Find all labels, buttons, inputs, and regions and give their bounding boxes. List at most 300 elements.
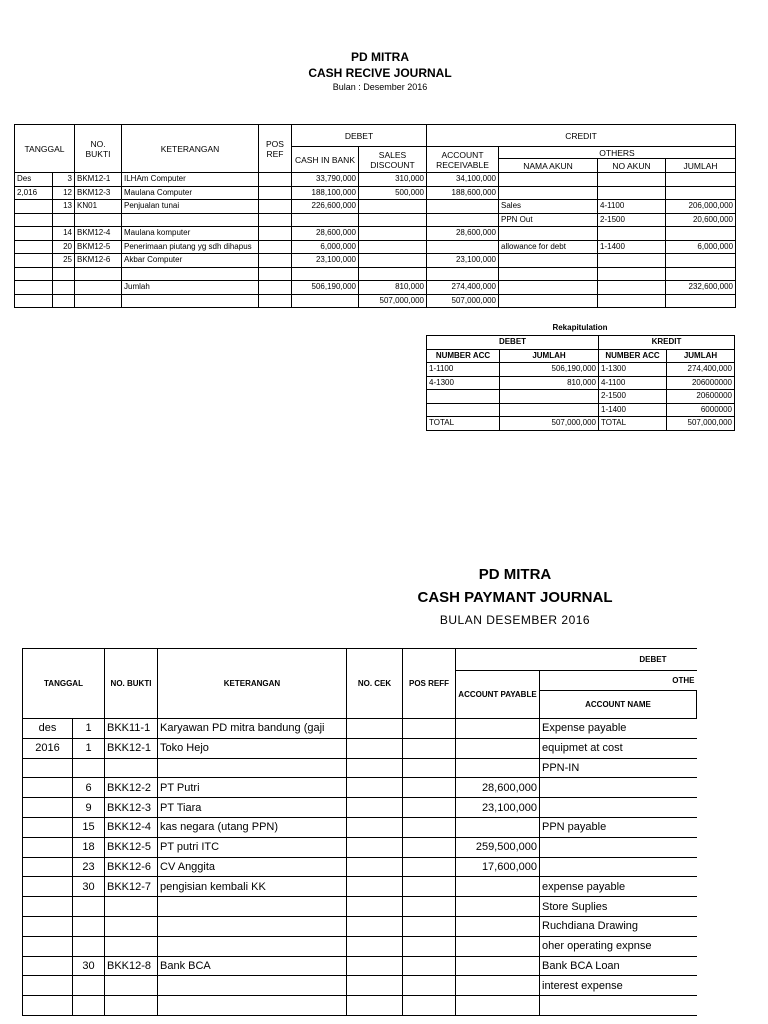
table-cell (23, 916, 73, 936)
table-cell (598, 294, 666, 308)
table-cell (158, 897, 347, 917)
table-cell (23, 936, 73, 956)
table-cell: BKK12-3 (105, 798, 158, 818)
table-cell (347, 956, 403, 976)
table-cell: 28,600,000 (456, 778, 540, 798)
table-cell (499, 173, 598, 187)
table-cell (105, 897, 158, 917)
table-cell (499, 281, 598, 295)
table-cell: 23,100,000 (456, 798, 540, 818)
table-cell (403, 778, 456, 798)
pay-header-account-name: ACCOUNT NAME (540, 691, 697, 719)
payment-company-name: PD MITRA (478, 566, 552, 583)
table-cell (427, 240, 499, 254)
rekapitulation-table (426, 335, 735, 431)
table-cell: 6 (73, 778, 105, 798)
payment-journal-row (23, 976, 697, 996)
table-cell: PT putri ITC (158, 837, 347, 857)
table-cell (347, 738, 403, 758)
payment-journal-row (23, 996, 697, 1016)
table-cell: Store Suplies (540, 897, 697, 917)
table-cell (53, 281, 75, 295)
rekap-header-debet: DEBET (427, 336, 599, 350)
table-cell (427, 390, 500, 404)
table-cell (23, 976, 73, 996)
table-cell: allowance for debt (499, 240, 598, 254)
table-cell: Jumlah (122, 281, 259, 295)
pay-header-no-bukti: NO. BUKTI (105, 649, 158, 719)
table-cell: 6,000,000 (292, 240, 359, 254)
table-cell (499, 267, 598, 281)
table-cell: 1 (73, 738, 105, 758)
table-cell: 506,190,000 (292, 281, 359, 295)
header-others: OTHERS (499, 147, 736, 159)
table-cell: Bank BCA (158, 956, 347, 976)
table-cell: Des (15, 173, 53, 187)
table-cell: oher operating expnse (540, 936, 697, 956)
payment-journal-row (23, 719, 697, 739)
table-cell (403, 976, 456, 996)
table-cell (456, 956, 540, 976)
table-cell: 17,600,000 (456, 857, 540, 877)
table-cell (347, 798, 403, 818)
table-cell: 13 (53, 200, 75, 214)
table-cell (456, 817, 540, 837)
table-cell: 188,100,000 (292, 186, 359, 200)
table-cell (158, 976, 347, 996)
table-cell (259, 267, 292, 281)
table-cell: 20,600,000 (666, 213, 736, 227)
receipt-journal-row (15, 240, 736, 254)
table-cell: 23,100,000 (427, 254, 499, 268)
table-cell: PT Tiara (158, 798, 347, 818)
table-cell (75, 281, 122, 295)
table-cell (540, 798, 697, 818)
table-cell (347, 758, 403, 778)
table-cell (347, 778, 403, 798)
table-cell (23, 798, 73, 818)
table-cell (53, 294, 75, 308)
table-cell: 28,600,000 (427, 227, 499, 241)
table-cell (403, 719, 456, 739)
table-cell (666, 267, 736, 281)
table-cell (403, 758, 456, 778)
table-cell (15, 267, 53, 281)
table-cell: Maulana Computer (122, 186, 259, 200)
table-cell (105, 916, 158, 936)
table-cell (259, 200, 292, 214)
table-cell: 226,600,000 (292, 200, 359, 214)
table-cell: BKK12-7 (105, 877, 158, 897)
table-cell (15, 213, 53, 227)
table-cell (359, 200, 427, 214)
table-cell: 30 (73, 956, 105, 976)
table-cell: Bank BCA Loan (540, 956, 697, 976)
table-cell: 1-1100 (427, 363, 500, 377)
table-cell (456, 877, 540, 897)
table-cell (598, 227, 666, 241)
table-cell: 310,000 (359, 173, 427, 187)
table-cell: 6000000 (667, 403, 735, 417)
table-cell (23, 996, 73, 1016)
table-cell (598, 254, 666, 268)
table-cell (259, 294, 292, 308)
payment-journal-period: BULAN DESEMBER 2016 (439, 613, 591, 627)
table-cell: 2016 (23, 738, 73, 758)
header-cash-in-bank: CASH IN BANK (292, 147, 359, 173)
table-cell: BKM12-5 (75, 240, 122, 254)
table-cell (403, 738, 456, 758)
rekap-header-kredit: KREDIT (599, 336, 735, 350)
header-account-receivable: ACCOUNT RECEIVABLE (427, 147, 499, 173)
table-cell (23, 817, 73, 837)
table-cell (359, 213, 427, 227)
table-cell (73, 758, 105, 778)
table-cell (15, 294, 53, 308)
payment-journal-row (23, 936, 697, 956)
table-cell (15, 240, 53, 254)
table-cell (598, 281, 666, 295)
table-cell: 507,000,000 (427, 294, 499, 308)
table-cell: 30 (73, 877, 105, 897)
table-cell: 4-1300 (427, 376, 500, 390)
table-cell: PPN-IN (540, 758, 697, 778)
table-cell (75, 213, 122, 227)
table-cell: 15 (73, 817, 105, 837)
table-cell: BKM12-1 (75, 173, 122, 187)
table-cell (499, 294, 598, 308)
table-cell (105, 758, 158, 778)
table-cell: equipmet at cost (540, 738, 697, 758)
payment-journal-row (23, 758, 697, 778)
table-cell: 14 (53, 227, 75, 241)
table-cell (347, 877, 403, 897)
table-cell (540, 996, 697, 1016)
receipt-journal-row (15, 254, 736, 268)
table-cell (499, 254, 598, 268)
table-cell (403, 837, 456, 857)
pay-header-others: OTHE (540, 671, 697, 691)
table-cell: BKK12-1 (105, 738, 158, 758)
table-cell: 2-1500 (599, 390, 667, 404)
table-cell: Toko Hejo (158, 738, 347, 758)
table-cell (105, 936, 158, 956)
table-cell (427, 267, 499, 281)
table-cell: 20600000 (667, 390, 735, 404)
table-cell (347, 817, 403, 837)
table-cell (15, 227, 53, 241)
receipt-company-name: PD MITRA (351, 50, 409, 64)
table-cell (456, 916, 540, 936)
table-cell (122, 213, 259, 227)
table-cell: 12 (53, 186, 75, 200)
table-cell: BKK12-8 (105, 956, 158, 976)
table-cell (292, 294, 359, 308)
receipt-journal-row (15, 281, 736, 295)
table-cell: 274,400,000 (427, 281, 499, 295)
table-cell (292, 267, 359, 281)
rekap-header-jumlah: JUMLAH (500, 349, 599, 363)
receipt-journal-row (15, 200, 736, 214)
table-cell (23, 778, 73, 798)
payment-journal-row (23, 956, 697, 976)
table-cell (259, 213, 292, 227)
table-cell: interest expense (540, 976, 697, 996)
table-cell: 810,000 (500, 376, 599, 390)
pay-header-keterangan: KETERANGAN (158, 649, 347, 719)
table-cell: 25 (53, 254, 75, 268)
table-cell: BKM12-4 (75, 227, 122, 241)
table-cell (347, 976, 403, 996)
table-cell (73, 976, 105, 996)
table-cell (403, 996, 456, 1016)
table-cell: TOTAL (599, 417, 667, 431)
table-cell: 507,000,000 (500, 417, 599, 431)
table-cell: BKK12-4 (105, 817, 158, 837)
table-cell: 3 (53, 173, 75, 187)
table-cell (540, 857, 697, 877)
table-cell: 206000000 (667, 376, 735, 390)
table-cell: BKM12-3 (75, 186, 122, 200)
table-cell: BKK12-6 (105, 857, 158, 877)
payment-journal-row (23, 916, 697, 936)
table-cell (23, 956, 73, 976)
table-cell (456, 996, 540, 1016)
receipt-journal-row (15, 186, 736, 200)
table-cell: 232,600,000 (666, 281, 736, 295)
pay-header-account-payable: ACCOUNT PAYABLE (456, 671, 540, 719)
table-cell (347, 916, 403, 936)
table-cell (403, 956, 456, 976)
table-cell: KN01 (75, 200, 122, 214)
table-cell (500, 403, 599, 417)
header-nama-akun: NAMA AKUN (499, 159, 598, 173)
table-cell (456, 976, 540, 996)
table-cell: Ruchdiana Drawing (540, 916, 697, 936)
table-cell (403, 817, 456, 837)
table-cell (158, 916, 347, 936)
payment-journal-row (23, 837, 697, 857)
table-cell (23, 837, 73, 857)
table-cell (403, 798, 456, 818)
rekapitulation-row (427, 363, 735, 377)
table-cell: PPN Out (499, 213, 598, 227)
table-cell: BKM12-6 (75, 254, 122, 268)
header-keterangan: KETERANGAN (122, 125, 259, 173)
rekapitulation-row (427, 417, 735, 431)
table-cell (598, 186, 666, 200)
table-cell (23, 758, 73, 778)
receipt-journal-row (15, 227, 736, 241)
table-cell (359, 267, 427, 281)
table-cell: 810,000 (359, 281, 427, 295)
table-cell: PPN payable (540, 817, 697, 837)
rekapitulation-row (427, 376, 735, 390)
table-cell: expense payable (540, 877, 697, 897)
table-cell: 28,600,000 (292, 227, 359, 241)
rekap-header-number-acc: NUMBER ACC (599, 349, 667, 363)
table-cell: 33,790,000 (292, 173, 359, 187)
table-cell (73, 936, 105, 956)
receipt-journal-row (15, 294, 736, 308)
table-cell: ILHAm Computer (122, 173, 259, 187)
table-cell (23, 897, 73, 917)
table-cell (158, 996, 347, 1016)
table-cell (259, 173, 292, 187)
table-cell (499, 186, 598, 200)
table-cell (347, 996, 403, 1016)
table-cell (427, 200, 499, 214)
table-cell: 18 (73, 837, 105, 857)
payment-journal-row (23, 857, 697, 877)
table-cell (403, 897, 456, 917)
header-no-bukti: NO. BUKTI (75, 125, 122, 173)
table-cell: Penjualan tunai (122, 200, 259, 214)
table-cell (456, 897, 540, 917)
table-cell: 23,100,000 (292, 254, 359, 268)
receipt-journal-row (15, 173, 736, 187)
table-cell (403, 877, 456, 897)
table-cell (259, 281, 292, 295)
payment-journal-row (23, 778, 697, 798)
table-cell (666, 227, 736, 241)
table-cell: 2-1500 (598, 213, 666, 227)
table-cell: 2,016 (15, 186, 53, 200)
table-cell: 6,000,000 (666, 240, 736, 254)
table-cell (359, 240, 427, 254)
table-cell: 206,000,000 (666, 200, 736, 214)
table-cell (427, 403, 500, 417)
table-cell: 1-1300 (599, 363, 667, 377)
payment-journal-title: CASH PAYMANT JOURNAL (417, 589, 613, 606)
table-cell (259, 186, 292, 200)
table-cell (292, 213, 359, 227)
payment-journal-row (23, 817, 697, 837)
table-cell (73, 916, 105, 936)
header-jumlah: JUMLAH (666, 159, 736, 173)
table-cell (259, 240, 292, 254)
table-cell (456, 738, 540, 758)
header-tanggal: TANGGAL (15, 125, 75, 173)
table-cell: 507,000,000 (667, 417, 735, 431)
table-cell: kas negara (utang PPN) (158, 817, 347, 837)
table-cell (259, 227, 292, 241)
table-cell (540, 778, 697, 798)
table-cell: Maulana komputer (122, 227, 259, 241)
table-cell (73, 996, 105, 1016)
table-cell: 500,000 (359, 186, 427, 200)
table-cell: 1-1400 (598, 240, 666, 254)
table-cell (53, 267, 75, 281)
table-cell (500, 390, 599, 404)
payment-journal-row (23, 877, 697, 897)
table-cell: 4-1100 (599, 376, 667, 390)
table-cell (347, 837, 403, 857)
table-cell: TOTAL (427, 417, 500, 431)
rekapitulation-title: Rekapitulation (552, 323, 608, 332)
table-cell (598, 267, 666, 281)
pay-header-tanggal: TANGGAL (23, 649, 105, 719)
receipt-journal-row (15, 267, 736, 281)
table-cell (427, 213, 499, 227)
payment-journal-row (23, 738, 697, 758)
rekap-header-jumlah: JUMLAH (667, 349, 735, 363)
table-cell: Karyawan PD mitra bandung (gaji (158, 719, 347, 739)
table-cell (75, 267, 122, 281)
table-cell: 506,190,000 (500, 363, 599, 377)
table-cell (666, 186, 736, 200)
table-cell: 23 (73, 857, 105, 877)
table-cell (499, 227, 598, 241)
table-cell (122, 294, 259, 308)
cash-receipt-journal-table (14, 124, 736, 308)
table-cell (23, 877, 73, 897)
table-cell (122, 267, 259, 281)
table-cell (73, 897, 105, 917)
table-cell: BKK12-5 (105, 837, 158, 857)
header-debet: DEBET (292, 125, 427, 147)
payment-journal-row (23, 798, 697, 818)
header-sales-discount: SALES DISCOUNT (359, 147, 427, 173)
header-no-akun: NO AKUN (598, 159, 666, 173)
table-cell (456, 936, 540, 956)
table-cell (75, 294, 122, 308)
table-cell (403, 936, 456, 956)
table-cell: Akbar Computer (122, 254, 259, 268)
table-cell (15, 281, 53, 295)
pay-header-no-cek: NO. CEK (347, 649, 403, 719)
table-cell (347, 936, 403, 956)
table-cell: 4-1100 (598, 200, 666, 214)
table-cell: pengisian kembali KK (158, 877, 347, 897)
table-cell (359, 254, 427, 268)
table-cell (666, 254, 736, 268)
table-cell: 507,000,000 (359, 294, 427, 308)
table-cell (23, 857, 73, 877)
table-cell (158, 936, 347, 956)
table-cell (105, 976, 158, 996)
header-credit: CREDIT (427, 125, 736, 147)
table-cell (53, 213, 75, 227)
receipt-journal-row (15, 213, 736, 227)
table-cell: 9 (73, 798, 105, 818)
table-cell (15, 200, 53, 214)
table-cell: Penerimaan piutang yg sdh dihapus (122, 240, 259, 254)
table-cell (15, 254, 53, 268)
pay-header-pos-reff: POS REFF (403, 649, 456, 719)
pay-header-debet: DEBET (456, 649, 697, 671)
receipt-journal-title: CASH RECIVE JOURNAL (308, 66, 452, 80)
table-cell (403, 916, 456, 936)
table-cell: des (23, 719, 73, 739)
receipt-journal-period: Bulan : Desember 2016 (332, 82, 428, 92)
table-cell: Expense payable (540, 719, 697, 739)
payment-journal-row (23, 897, 697, 917)
table-cell (666, 294, 736, 308)
rekap-header-number-acc: NUMBER ACC (427, 349, 500, 363)
table-cell (598, 173, 666, 187)
table-cell (540, 837, 697, 857)
table-cell (666, 173, 736, 187)
table-cell: 188,600,000 (427, 186, 499, 200)
rekapitulation-row (427, 403, 735, 417)
table-cell (347, 857, 403, 877)
table-cell: 1 (73, 719, 105, 739)
table-cell: PT Putri (158, 778, 347, 798)
table-cell (158, 758, 347, 778)
table-cell (347, 719, 403, 739)
table-cell: 20 (53, 240, 75, 254)
